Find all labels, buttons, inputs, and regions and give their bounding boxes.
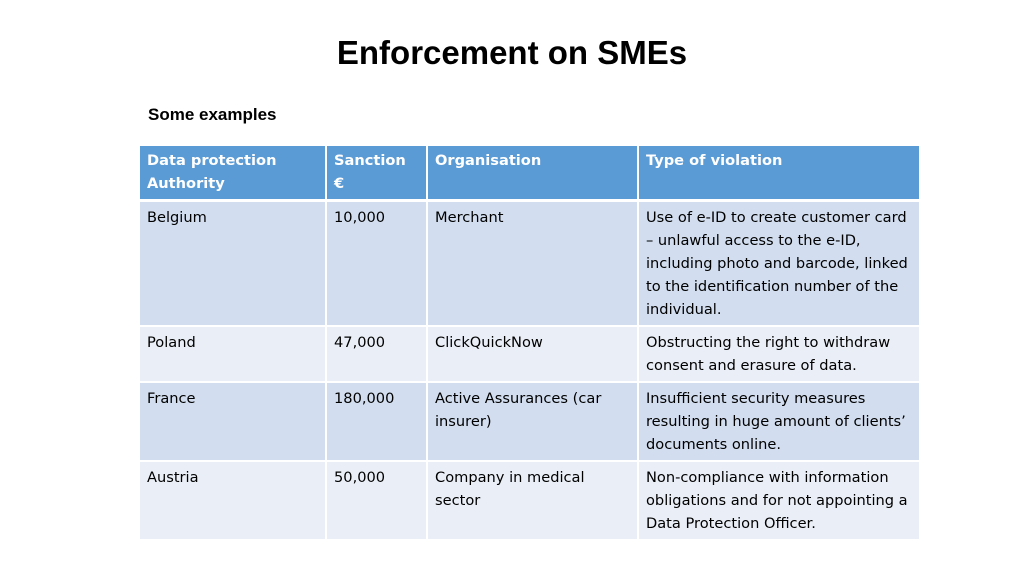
header-violation: Type of violation — [638, 146, 919, 201]
cell-authority: Poland — [140, 326, 326, 382]
cell-authority: Belgium — [140, 201, 326, 327]
page-title: Enforcement on SMEs — [336, 34, 688, 71]
cell-violation: Use of e-ID to create customer card – unlawful access to the e-ID, including photo and barcode, linked to the identification number of the individual. — [638, 201, 919, 327]
cell-sanction: 10,000 — [326, 201, 427, 327]
table-row — [140, 326, 919, 382]
header-authority: Data protection Authority — [140, 146, 326, 201]
cell-authority: France — [140, 382, 326, 461]
cell-violation: Insufficient security measures resulting in huge amount of clients’ documents online. — [638, 382, 919, 461]
enforcement-table — [140, 146, 919, 541]
table-row — [140, 201, 919, 327]
table-header-row — [140, 146, 919, 201]
cell-sanction: 180,000 — [326, 382, 427, 461]
cell-sanction: 50,000 — [326, 461, 427, 540]
cell-violation: Non-compliance with information obligations and for not appointing a Data Protection Officer. — [638, 461, 919, 540]
cell-organisation: Merchant — [427, 201, 638, 327]
page-subtitle: Some examples — [148, 105, 277, 124]
header-sanction: Sanction € — [326, 146, 427, 201]
table-row — [140, 461, 919, 540]
table-row — [140, 382, 919, 461]
cell-organisation: Company in medical sector — [427, 461, 638, 540]
cell-organisation: ClickQuickNow — [427, 326, 638, 382]
header-organisation: Organisation — [427, 146, 638, 201]
cell-organisation: Active Assurances (car insurer) — [427, 382, 638, 461]
cell-violation: Obstructing the right to withdraw consent and erasure of data. — [638, 326, 919, 382]
cell-sanction: 47,000 — [326, 326, 427, 382]
cell-authority: Austria — [140, 461, 326, 540]
